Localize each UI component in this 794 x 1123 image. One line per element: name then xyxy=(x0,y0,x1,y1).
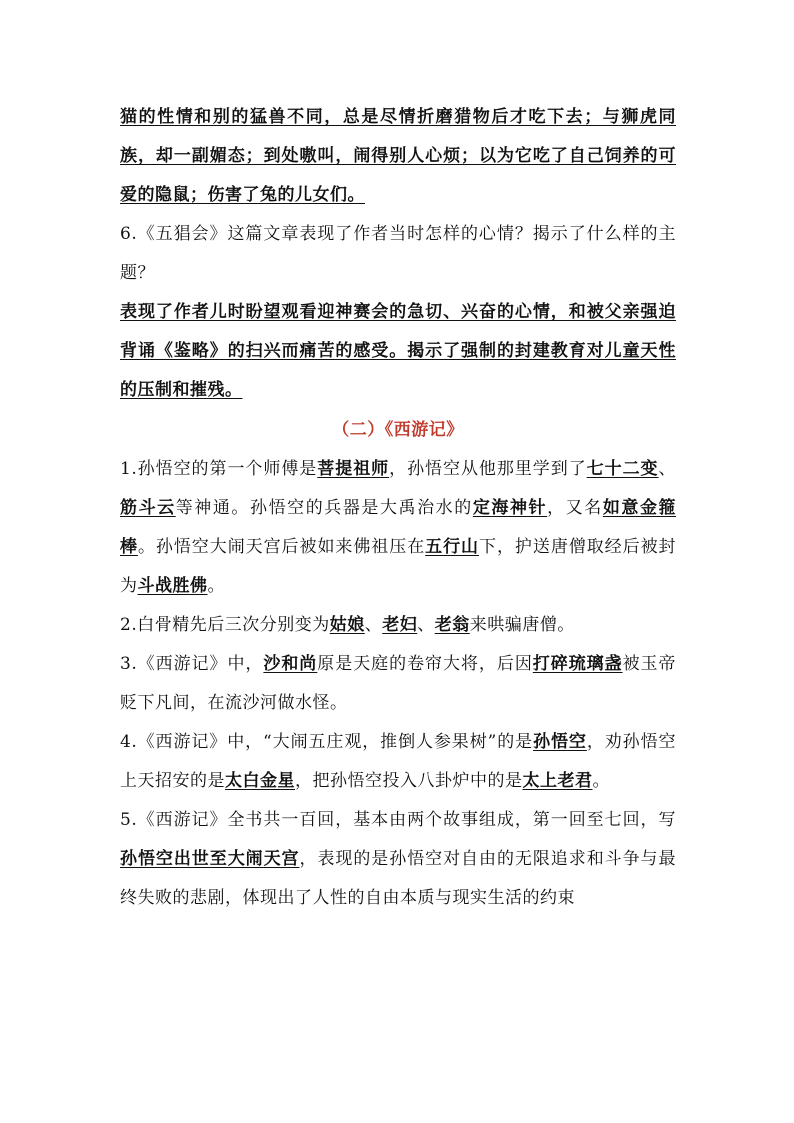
question-text: ，劝孙悟空上天招安的是 xyxy=(120,732,677,791)
question-text: 、 xyxy=(658,459,677,479)
answer-blank: 太上老君 xyxy=(522,771,593,791)
answer-blank: 老妇 xyxy=(382,615,418,635)
question-5 xyxy=(120,801,676,918)
answer-text: 猫的性情和别的猛兽不同，总是尽情折磨猎物后才吃下去；与狮虎同族，却一副媚态；到处嗷叫，闹得别人心烦；以为它吃了自己饲养的可爱的隐鼠；伤害了兔的儿女们。 xyxy=(120,107,676,205)
answer-blank: 斗战胜佛 xyxy=(137,576,208,596)
question-text: 4.《西游记》中，“大闹五庄观，推倒人参果树”的是 xyxy=(120,732,534,752)
answer-blank: 姑娘 xyxy=(329,615,365,635)
answer-blank: 筋斗云 xyxy=(120,498,176,518)
question-text: 3.《西游记》中， xyxy=(120,654,264,674)
question-text: 1.孙悟空的第一个师傅是 xyxy=(120,459,318,479)
question-text: 。孙悟空大闹天宫后被如来佛祖压在 xyxy=(137,537,426,557)
answer-paragraph xyxy=(120,98,676,215)
question-text: 5.《西游记》全书共一百回，基本由两个故事组成，第一回至七回，写 xyxy=(120,810,676,830)
question-3 xyxy=(120,645,676,723)
question-6: 6.《五猖会》这篇文章表现了作者当时怎样的心情？揭示了什么样的主题？ xyxy=(120,224,676,283)
answer-blank: 太白金星 xyxy=(225,771,295,791)
answer-blank: 如意金箍棒 xyxy=(120,498,677,557)
document-content xyxy=(120,98,676,918)
answer-blank: 七十二变 xyxy=(586,459,659,479)
answer-text: 表现了作者儿时盼望观看迎神赛会的急切、兴奋的心情，和被父亲强迫背诵《鉴略》的扫兴而痛苦的感受。揭示了强制的封建教育对儿童天性的压制和摧残。 xyxy=(120,302,676,400)
question-4 xyxy=(120,723,676,801)
question-text: 、 xyxy=(417,615,435,635)
question-text: 。 xyxy=(592,771,610,791)
answer-blank: 孙悟空 xyxy=(533,732,587,752)
answer-blank: 老翁 xyxy=(434,615,470,635)
question-text: ，孙悟空从他那里学到了 xyxy=(389,459,587,479)
question-text: ，把孙悟空投入八卦炉中的是 xyxy=(295,771,523,791)
question-text: 下，护送唐僧取经后被封为 xyxy=(120,537,677,596)
answer-blank: 定海神针 xyxy=(472,498,548,518)
question-text: 、 xyxy=(364,615,383,635)
question-text: 被玉帝贬下凡间，在流沙河做水怪。 xyxy=(120,654,677,713)
question-text: 。 xyxy=(207,576,225,596)
question-2 xyxy=(120,606,676,645)
question-text: 等神通。孙悟空的兵器是大禹治水的 xyxy=(175,498,473,518)
question-text: 原是天庭的卷帘大将，后因 xyxy=(317,654,533,674)
answer-6 xyxy=(120,293,676,410)
question-text: ，又名 xyxy=(547,498,603,518)
answer-blank: 打碎琉璃盏 xyxy=(532,654,623,674)
question-1 xyxy=(120,450,676,606)
answer-blank: 沙和尚 xyxy=(263,654,318,674)
question-text: 来哄骗唐僧。 xyxy=(469,615,575,635)
answer-blank: 五行山 xyxy=(425,537,480,557)
answer-blank: 孙悟空出世至大闹天宫 xyxy=(120,849,300,869)
answer-blank: 菩提祖师 xyxy=(317,459,390,479)
question-text: ，表现的是孙悟空对自由的无限追求和斗争与最终失败的悲剧，体现出了人性的自由本质与现实生活的约束 xyxy=(120,849,676,908)
section-heading: （二）《西游记》 xyxy=(332,420,464,440)
question-text: 2.白骨精先后三次分别变为 xyxy=(120,615,330,635)
